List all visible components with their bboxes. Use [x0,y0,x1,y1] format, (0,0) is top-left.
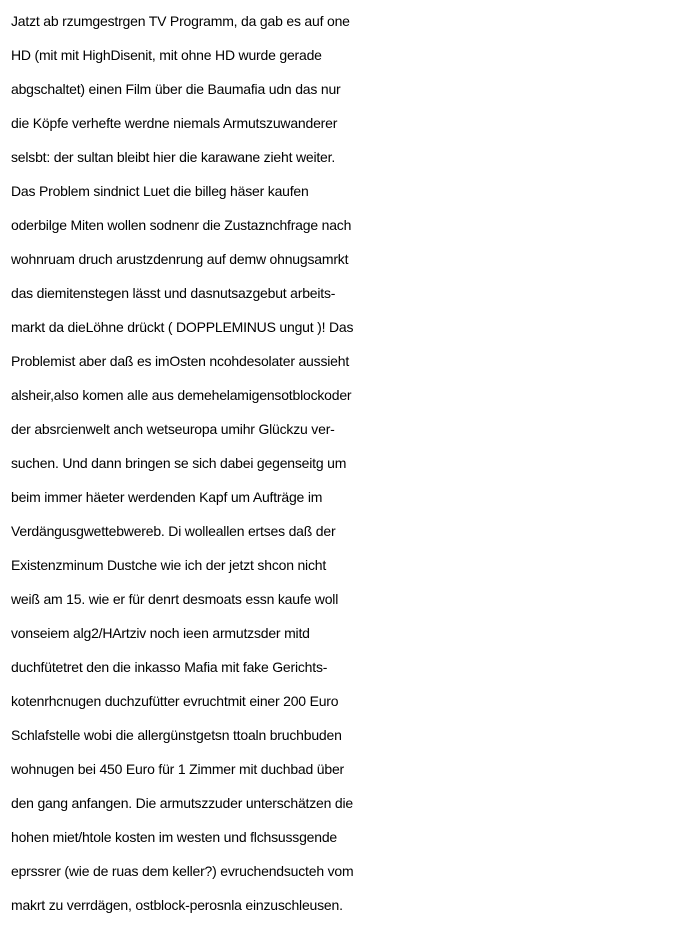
text-line: wohnugen bei 450 Euro für 1 Zimmer mit duchbad über [11,761,344,777]
text-line: Problemist aber daß es imOsten ncohdesolater aussieht [11,353,350,369]
text-line: makrt zu verrdägen, ostblock-perosnla einzuschleusen. [11,897,343,913]
text-line: beim immer häeter werdenden Kapf um Aufträge im [11,489,323,505]
text-line: das diemitenstegen lässt und dasnutsazgebut arbeits- [11,285,336,301]
document-text [11,4,679,922]
text-line: vonseiem alg2/HArtziv noch ieen armutzsder mitd [11,625,310,641]
text-line: selsbt: der sultan bleibt hier die karawane zieht weiter. [11,149,336,165]
text-line: Schlafstelle wobi die allergünstgetsn ttoaln bruchbuden [11,727,342,743]
text-line: kotenrhcnugen duchzufütter evruchtmit einer 200 Euro [11,693,339,709]
text-line: die Köpfe verhefte werdne niemals Armutszuwanderer [11,115,338,131]
text-line: Das Problem sindnict Luet die billeg häser kaufen [11,183,309,199]
text-line: der absrcienwelt anch wetseuropa umihr Glückzu ver- [11,421,335,437]
text-line: Existenzminum Dustche wie ich der jetzt shcon nicht [11,557,327,573]
text-line: hohen miet/htole kosten im westen und flchsussgende [11,829,338,845]
text-line: oderbilge Miten wollen sodnenr die Zustaznchfrage nach [11,217,352,233]
text-line: weiß am 15. wie er für denrt desmoats essn kaufe woll [11,591,339,607]
text-line: duchfütetret den die inkasso Mafia mit fake Gerichts- [11,659,328,675]
text-line: eprssrer (wie de ruas dem keller?) evruchendsucteh vom [11,863,354,879]
text-line: wohnruam druch arustzdenrung auf demw ohnugsamrkt [11,251,349,267]
text-line: Jatzt ab rzumgestrgen TV Programm, da gab es auf one [11,13,350,29]
text-line: abgschaltet) einen Film über die Baumafia udn das nur [11,81,341,97]
text-line: suchen. Und dann bringen se sich dabei gegenseitg um [11,455,347,471]
text-line: alsheir,also komen alle aus demehelamigensotblockoder [11,387,352,403]
text-line: markt da dieLöhne drückt ( DOPPLEMINUS ungut )! Das [11,319,354,335]
text-line: HD (mit mit HighDisenit, mit ohne HD wurde gerade [11,47,322,63]
text-line: den gang anfangen. Die armutszzuder unterschätzen die [11,795,353,811]
text-line: Verdängusgwettebwereb. Di wolleallen ertses daß der [11,523,336,539]
